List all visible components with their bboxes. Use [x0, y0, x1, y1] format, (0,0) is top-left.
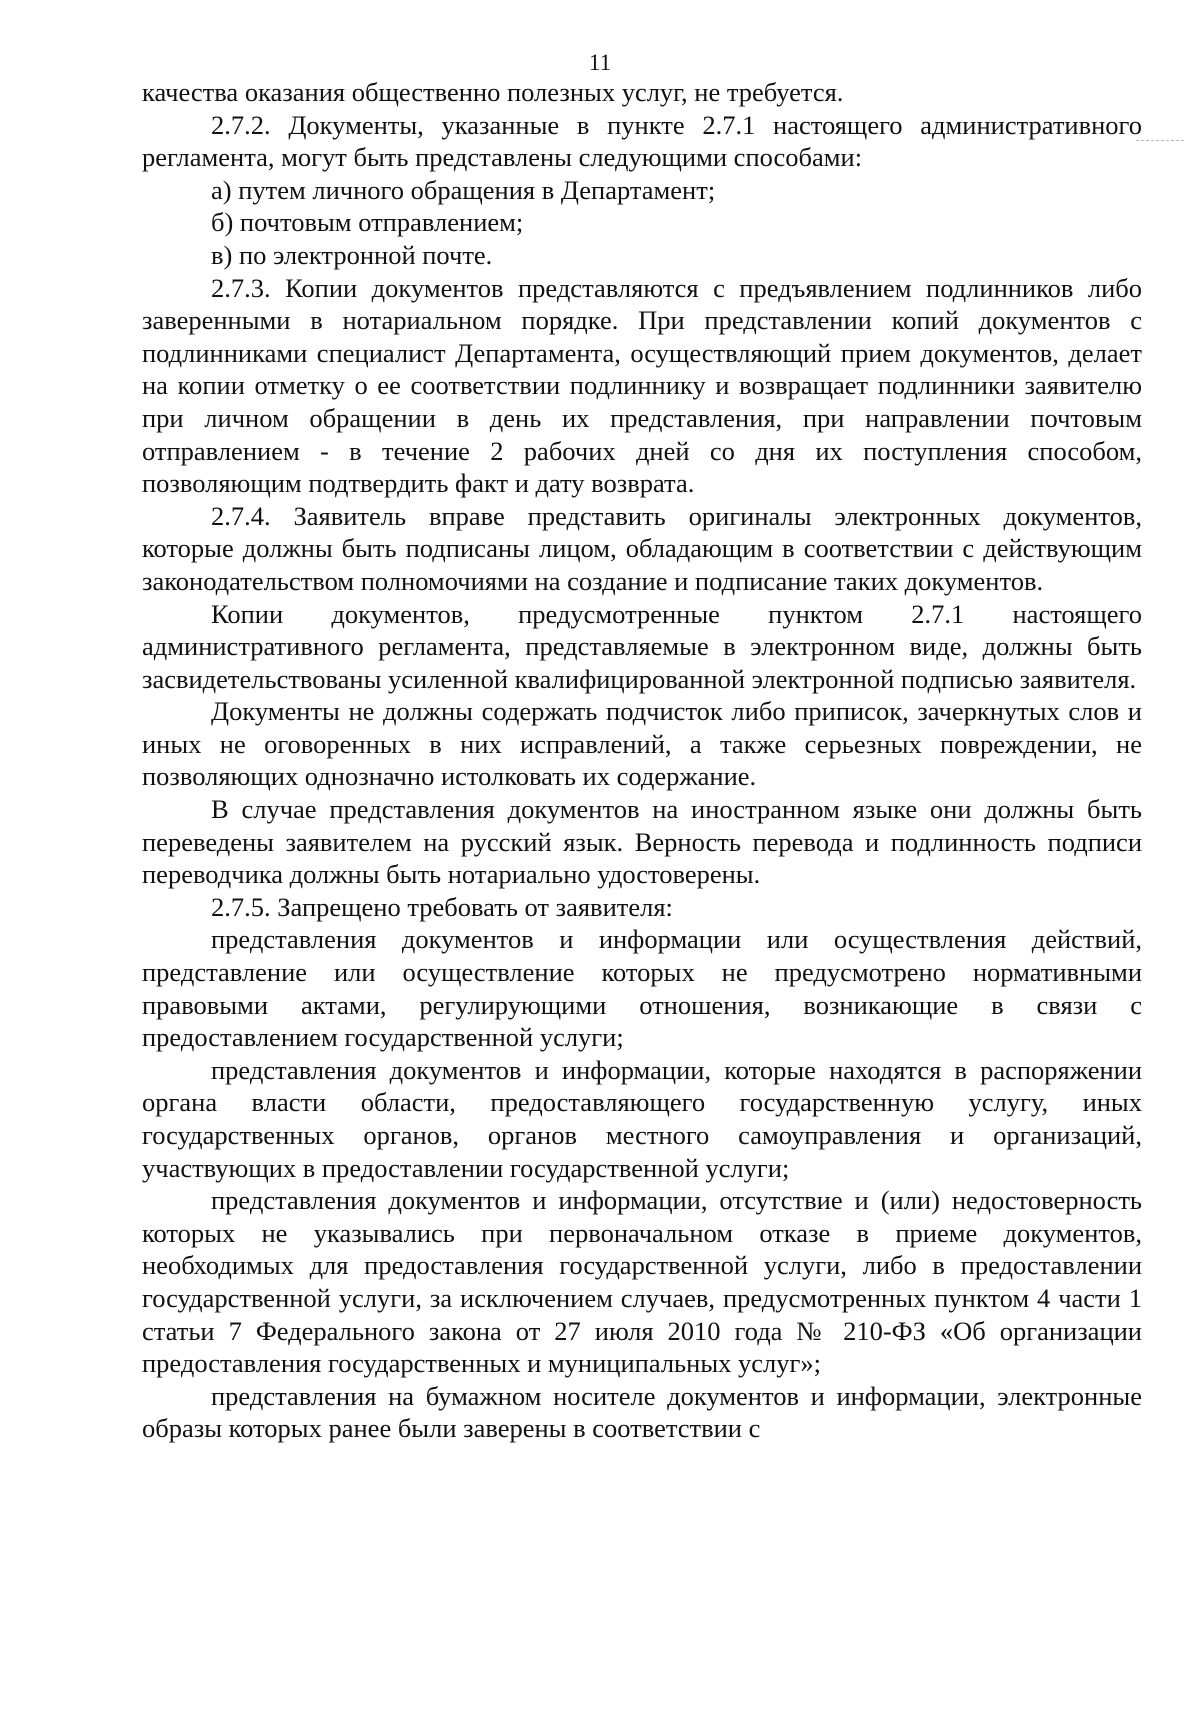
paragraph-foreign-language: В случае представления документов на иностранном языке они должны быть переведены заявителем на русский язык. Верность перевода и подлинность подписи переводчика должны быть нотариально удостоверены.	[142, 794, 1142, 890]
list-item-c: в) по электронной почте.	[211, 239, 493, 270]
prohibition-item-3: представления документов и информации, отсутствие и (или) недостоверность которых не указывались при первоначальном отказе в приеме документов, необходимых для предоставления государственной услуги, либо в предоставлении государственной услуги, за исключением случаев, предусмотренных пунктом 4 части 1 статьи 7 Федерального закона от 27 июля 2010 года № 210-ФЗ «Об организации предоставления государственных и муниципальных услуг»;	[142, 1185, 1142, 1379]
document-body	[142, 76, 1142, 1445]
list-item-b: б) почтовым отправлением;	[211, 207, 524, 238]
paragraph-2-7-4: 2.7.4. Заявитель вправе представить оригиналы электронных документов, которые должны быть подписаны лицом, обладающим в соответствии с действующим законодательством полномочиями на создание и подписание таких документов.	[142, 500, 1142, 596]
paragraph-copies: Копии документов, предусмотренные пунктом 2.7.1 настоящего административного регламента, представляемые в электронном виде, должны быть засвидетельствованы усиленной квалифицированной электронной подписью заявителя.	[142, 598, 1142, 694]
prohibition-item-2: представления документов и информации, которые находятся в распоряжении органа власти области, предоставляющего государственную услугу, иных государственных органов, органов местного самоуправления и организаций, участвующих в предоставлении государственной услуги;	[142, 1054, 1142, 1183]
paragraph-documents-condition: Документы не должны содержать подчисток либо приписок, зачеркнутых слов и иных не оговоренных в них исправлений, а также серьезных повреждении, не позволяющих однозначно истолковать их содержание.	[142, 696, 1142, 792]
list-item-a: а) путем личного обращения в Департамент;	[211, 174, 716, 205]
page-number: 11	[588, 50, 612, 75]
paragraph-2-7-5: 2.7.5. Запрещено требовать от заявителя:	[211, 891, 673, 922]
paragraph-continuation: качества оказания общественно полезных услуг, не требуется.	[142, 77, 844, 107]
paragraph-2-7-3: 2.7.3. Копии документов представляются с предъявлением подлинников либо заверенными в нотариальном порядке. При представлении копий документов с подлинниками специалист Департамента, осуществляющий прием документов, делает на копии отметку о ее соответствии подлиннику и возвращает подлинники заявителю при личном обращении в день их представления, при направлении почтовым отправлением - в течение 2 рабочих дней со дня их поступления способом, позволяющим подтвердить факт и дату возврата.	[142, 272, 1142, 499]
prohibition-item-1: представления документов и информации или осуществления действий, представление или осуществление которых не предусмотрено нормативными правовыми актами, регулирующими отношения, возникающие в связи с предоставлением государственной услуги;	[142, 924, 1142, 1053]
prohibition-item-4: представления на бумажном носителе документов и информации, электронные образы которых ранее были заверены в соответствии с	[142, 1380, 1142, 1444]
scan-artifact-line	[1136, 140, 1184, 141]
paragraph-2-7-2: 2.7.2. Документы, указанные в пункте 2.7.1 настоящего административного регламента, могут быть представлены следующими способами:	[142, 109, 1142, 173]
